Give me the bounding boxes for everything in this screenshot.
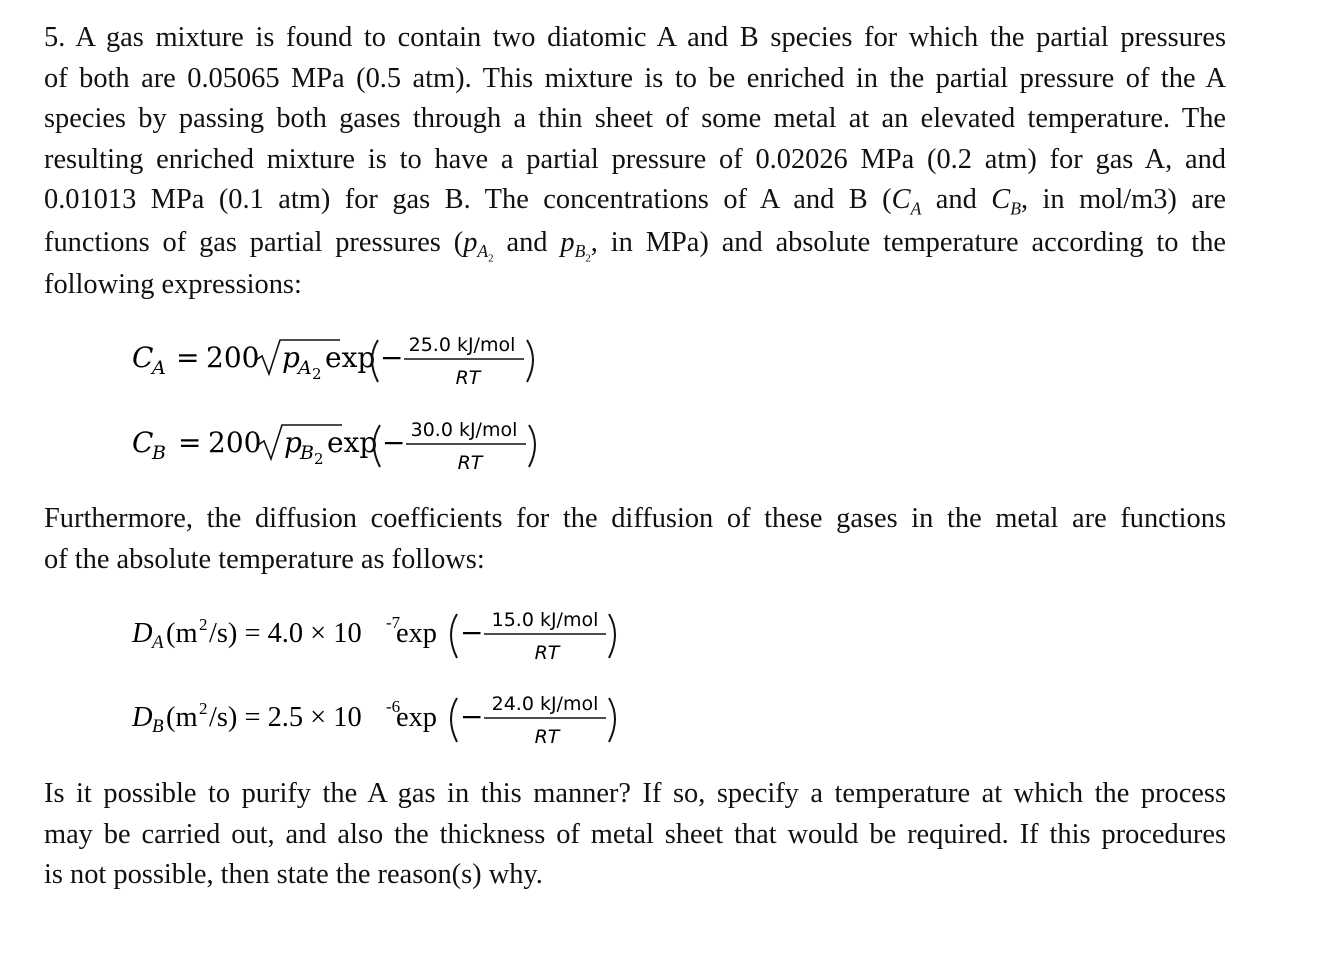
equation-cb: [132, 411, 552, 488]
intro-line-2: of both are 0.05065 MPa (0.5 atm). This mixture is to be enriched in the partial pressure of the A: [44, 62, 1226, 94]
intro-line-4: resulting enriched mixture is to have a partial pressure of 0.02026 MPa (0.2 atm) for gas A, and: [44, 143, 1226, 175]
eq-ca-p-subsub: 2: [312, 365, 322, 383]
eq-cb-lhs: C: [132, 426, 154, 459]
equation-db: [132, 684, 632, 761]
eq-da-num: 15.0 kJ/mol: [491, 609, 599, 631]
eq-da-pow: -7: [386, 613, 401, 632]
eq-cb-equals: =: [178, 426, 202, 459]
eq-cb-minus: −: [382, 426, 406, 459]
eq-cb-coef: 200: [208, 426, 262, 459]
eq-da-units-pre: (m: [166, 618, 198, 649]
eq-cb-exp: exp: [327, 426, 378, 459]
eq-da-lhs-sub: A: [152, 632, 164, 653]
eq-da-left-paren: [451, 614, 457, 658]
eq-da-exp: exp: [396, 618, 437, 649]
middle-line-2: of the absolute temperature as follows:: [44, 543, 485, 575]
eq-cb-num: 30.0 kJ/mol: [410, 419, 518, 441]
eq-cb-right-paren: [529, 425, 535, 467]
eq-da-units-post: /s) = 4.0 × 10: [209, 618, 362, 649]
eq-da-right-paren: [609, 614, 615, 658]
eq-db-lhs: D: [132, 702, 153, 733]
eq-ca-equals: =: [176, 341, 200, 374]
eq-ca-p: p: [282, 341, 300, 374]
eq-da-units-sup: 2: [199, 615, 208, 634]
question-paragraph: [44, 774, 1226, 896]
eq-db-minus: −: [460, 700, 484, 733]
equation-da: [132, 600, 632, 677]
eq-ca-den: RT: [455, 367, 481, 389]
eq-cb-p-subsub: 2: [314, 450, 324, 468]
eq-db-den: RT: [534, 726, 560, 748]
eq-ca-lhs: C: [132, 341, 154, 374]
eq-da-den: RT: [534, 642, 560, 664]
eq-db-left-paren: [451, 698, 457, 742]
eq-cb-lhs-sub: B: [152, 442, 166, 464]
eq-db-pow: -6: [386, 697, 401, 716]
question-line-3: is not possible, then state the reason(s) why.: [44, 859, 543, 890]
question-line-1: Is it possible to purify the A gas in this manner? If so, specify a temperature at which the process: [44, 778, 1226, 809]
eq-da-lhs: D: [132, 618, 153, 649]
question-line-2: may be carried out, and also the thickness of metal sheet that would be required. If this procedures: [44, 818, 1226, 850]
eq-da-minus: −: [460, 616, 484, 649]
eq-cb-den: RT: [457, 452, 483, 474]
eq-ca-coef: 200: [206, 341, 260, 374]
eq-ca-right-paren: [527, 340, 533, 382]
eq-cb-p: p: [284, 426, 302, 459]
eq-db-units-pre: (m: [166, 702, 198, 733]
intro-paragraph: [44, 18, 1226, 306]
eq-db-lhs-sub: B: [152, 716, 164, 737]
eq-ca-lhs-sub: A: [152, 357, 166, 379]
intro-line-3: species by passing both gases through a thin sheet of some metal at an elevated temperature. The: [44, 103, 1226, 134]
middle-line-1: Furthermore, the diffusion coefficients for the diffusion of these gases in the metal are functions: [44, 503, 1226, 534]
eq-db-units-post: /s) = 2.5 × 10: [209, 702, 362, 733]
eq-db-num: 24.0 kJ/mol: [491, 693, 599, 715]
intro-line-5: 0.01013 MPa (0.1 atm) for gas B. The concentrations of A and B ($C_A$ and $C_B$, in mol/m3) are: [44, 184, 1227, 219]
eq-ca-minus: −: [380, 341, 404, 374]
eq-db-exp: exp: [396, 702, 437, 733]
eq-ca-p-sub: A: [298, 357, 312, 379]
eq-cb-p-sub: B: [300, 442, 314, 464]
eq-db-units-sup: 2: [199, 699, 208, 718]
intro-line-7: following expressions:: [44, 269, 302, 300]
equation-ca: [132, 326, 552, 403]
eq-ca-exp: exp: [325, 341, 376, 374]
intro-line-1: 5. A gas mixture is found to contain two diatomic A and B species for which the partial pressures: [44, 22, 1226, 53]
intro-line-6: functions of gas partial pressures ($p_{A_2}$ and $p_{B_2}$, in MPa) and absolute temperature according to the: [44, 226, 1226, 265]
eq-ca-num: 25.0 kJ/mol: [408, 334, 516, 356]
middle-paragraph: [44, 499, 1226, 580]
eq-db-right-paren: [609, 698, 615, 742]
